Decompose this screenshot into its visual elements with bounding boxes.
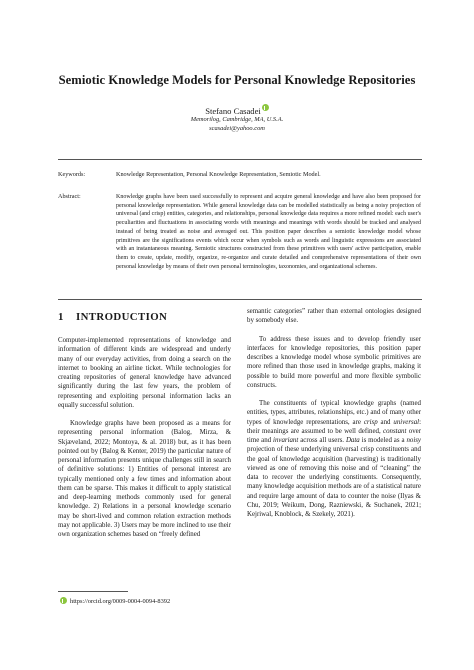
section-heading	[58, 311, 167, 323]
orcid-icon[interactable]	[262, 104, 269, 111]
intro-paragraph-2-continued: semantic categories” rather than external ontologies designed by somebody else.	[247, 308, 421, 325]
intro-paragraph-3: To address these issues and to develop friendly user interfaces for knowledge repositories, this position paper describes a knowledge model whose symbolic primitives are more refined than those used in knowledge graphs, making it possible to build more powerful and more flexible symbolic constructs.	[247, 335, 421, 389]
keywords-text: Knowledge Representation, Personal Knowledge Representation, Semiotic Model.	[116, 171, 321, 178]
section-title: INTRODUCTION	[76, 311, 168, 323]
author-line	[0, 104, 474, 116]
author-name: Stefano Casadei	[205, 106, 261, 116]
footnote	[60, 597, 170, 605]
orcid-icon	[60, 597, 67, 604]
section-number: 1	[58, 311, 64, 323]
right-column	[247, 307, 421, 528]
divider-top	[58, 159, 422, 160]
left-column	[58, 336, 231, 548]
footnote-divider	[58, 591, 128, 592]
intro-paragraph-2: Knowledge graphs have been proposed as a means for representing personal information (Balog, Mirza, & Skjæveland, 2022; Montoya, & al. 2018) but, as it has been pointed out by (Balog & Kenter, 2019) the particular nature of personal information presents unique challenges still in search of definitive solutions: 1) Entities of personal interest are typically mentioned only a few times and information about them can be sparse. This makes it difficult to apply statistical and deep-learning methods commonly used for general knowledge. 2) Relations in a personal knowledge scenario may be short-lived and common relation extraction methods may not applicable. 3) Users may be more inclined to use their own organization schemes based on “freely defined	[58, 420, 231, 538]
orcid-link[interactable]: https://orcid.org/0009-0004-0094-8392	[70, 598, 171, 605]
divider-bottom	[58, 299, 422, 300]
abstract-text: Knowledge graphs have been used successfully to represent and acquire general knowledge and have also been proposed for personal knowledge representation. While general knowledge data can be modelled statistically as being a noisy projection of universal (and crisp) entities, categories, and relationships, personal knowledge data requires a more refined model: each user's peculiarities and fluctuations in associating words with meanings and meanings with words should be tracked and analysed instead of being treated as noise and averaged out. This position paper describes a semiotic knowledge model whose primitives are the significations events which occur when symbols such as words and linguistic expressions are associated with an instantaneous meaning. Semiotic structures constructed from these primitives with users' active participation, enable them to create, update, modify, organize, re-organize and curate detailed and comprehensive representations of their own personal knowledge by means of their own personal terminologies, taxonomies, and organizational schemes.	[116, 194, 421, 270]
keywords-label: Keywords:	[58, 171, 86, 178]
intro-paragraph-1: Computer-implemented representations of knowledge and information of different kinds are widespread and underly many of our everyday activities, from doing a search on the internet to booking an airline ticket. While technologies for creating repositories of general knowledge have advanced significantly during the last few years, the problem of representing and exploiting personal information lacks an equally successful solution.	[58, 337, 231, 409]
affiliation: Memorilog, Cambridge, MA, U.S.A.	[190, 116, 284, 123]
intro-paragraph-4: The constituents of typical knowledge graphs (named entities, types, attributes, relationships, etc.) and of many other types of knowledge representations, are crisp and universal: their meanings are assumed to be well defined, constant over time and invariant across all users. Data is modeled as a noisy projection of these underlying universal crisp constituents and the goal of knowledge acquisition (harvesting) is traditionally viewed as one of removing this noise and of “cleaning” the data to recover the underlying constituents. Consequently, many knowledge acquisition methods are of a statistical nature and require large amount of data to counter the noise (Ilyas & Chu, 2019; Weikum, Dong, Razniewski, & Suchanek, 2021; Kejriwal, Knoblock, & Szekely, 2021).	[247, 400, 421, 518]
author-email[interactable]: scasadei@yahoo.com	[209, 125, 265, 132]
paper-title: Semiotic Knowledge Models for Personal Knowledge Repositories	[58, 73, 416, 87]
abstract-label: Abstract:	[58, 193, 81, 200]
